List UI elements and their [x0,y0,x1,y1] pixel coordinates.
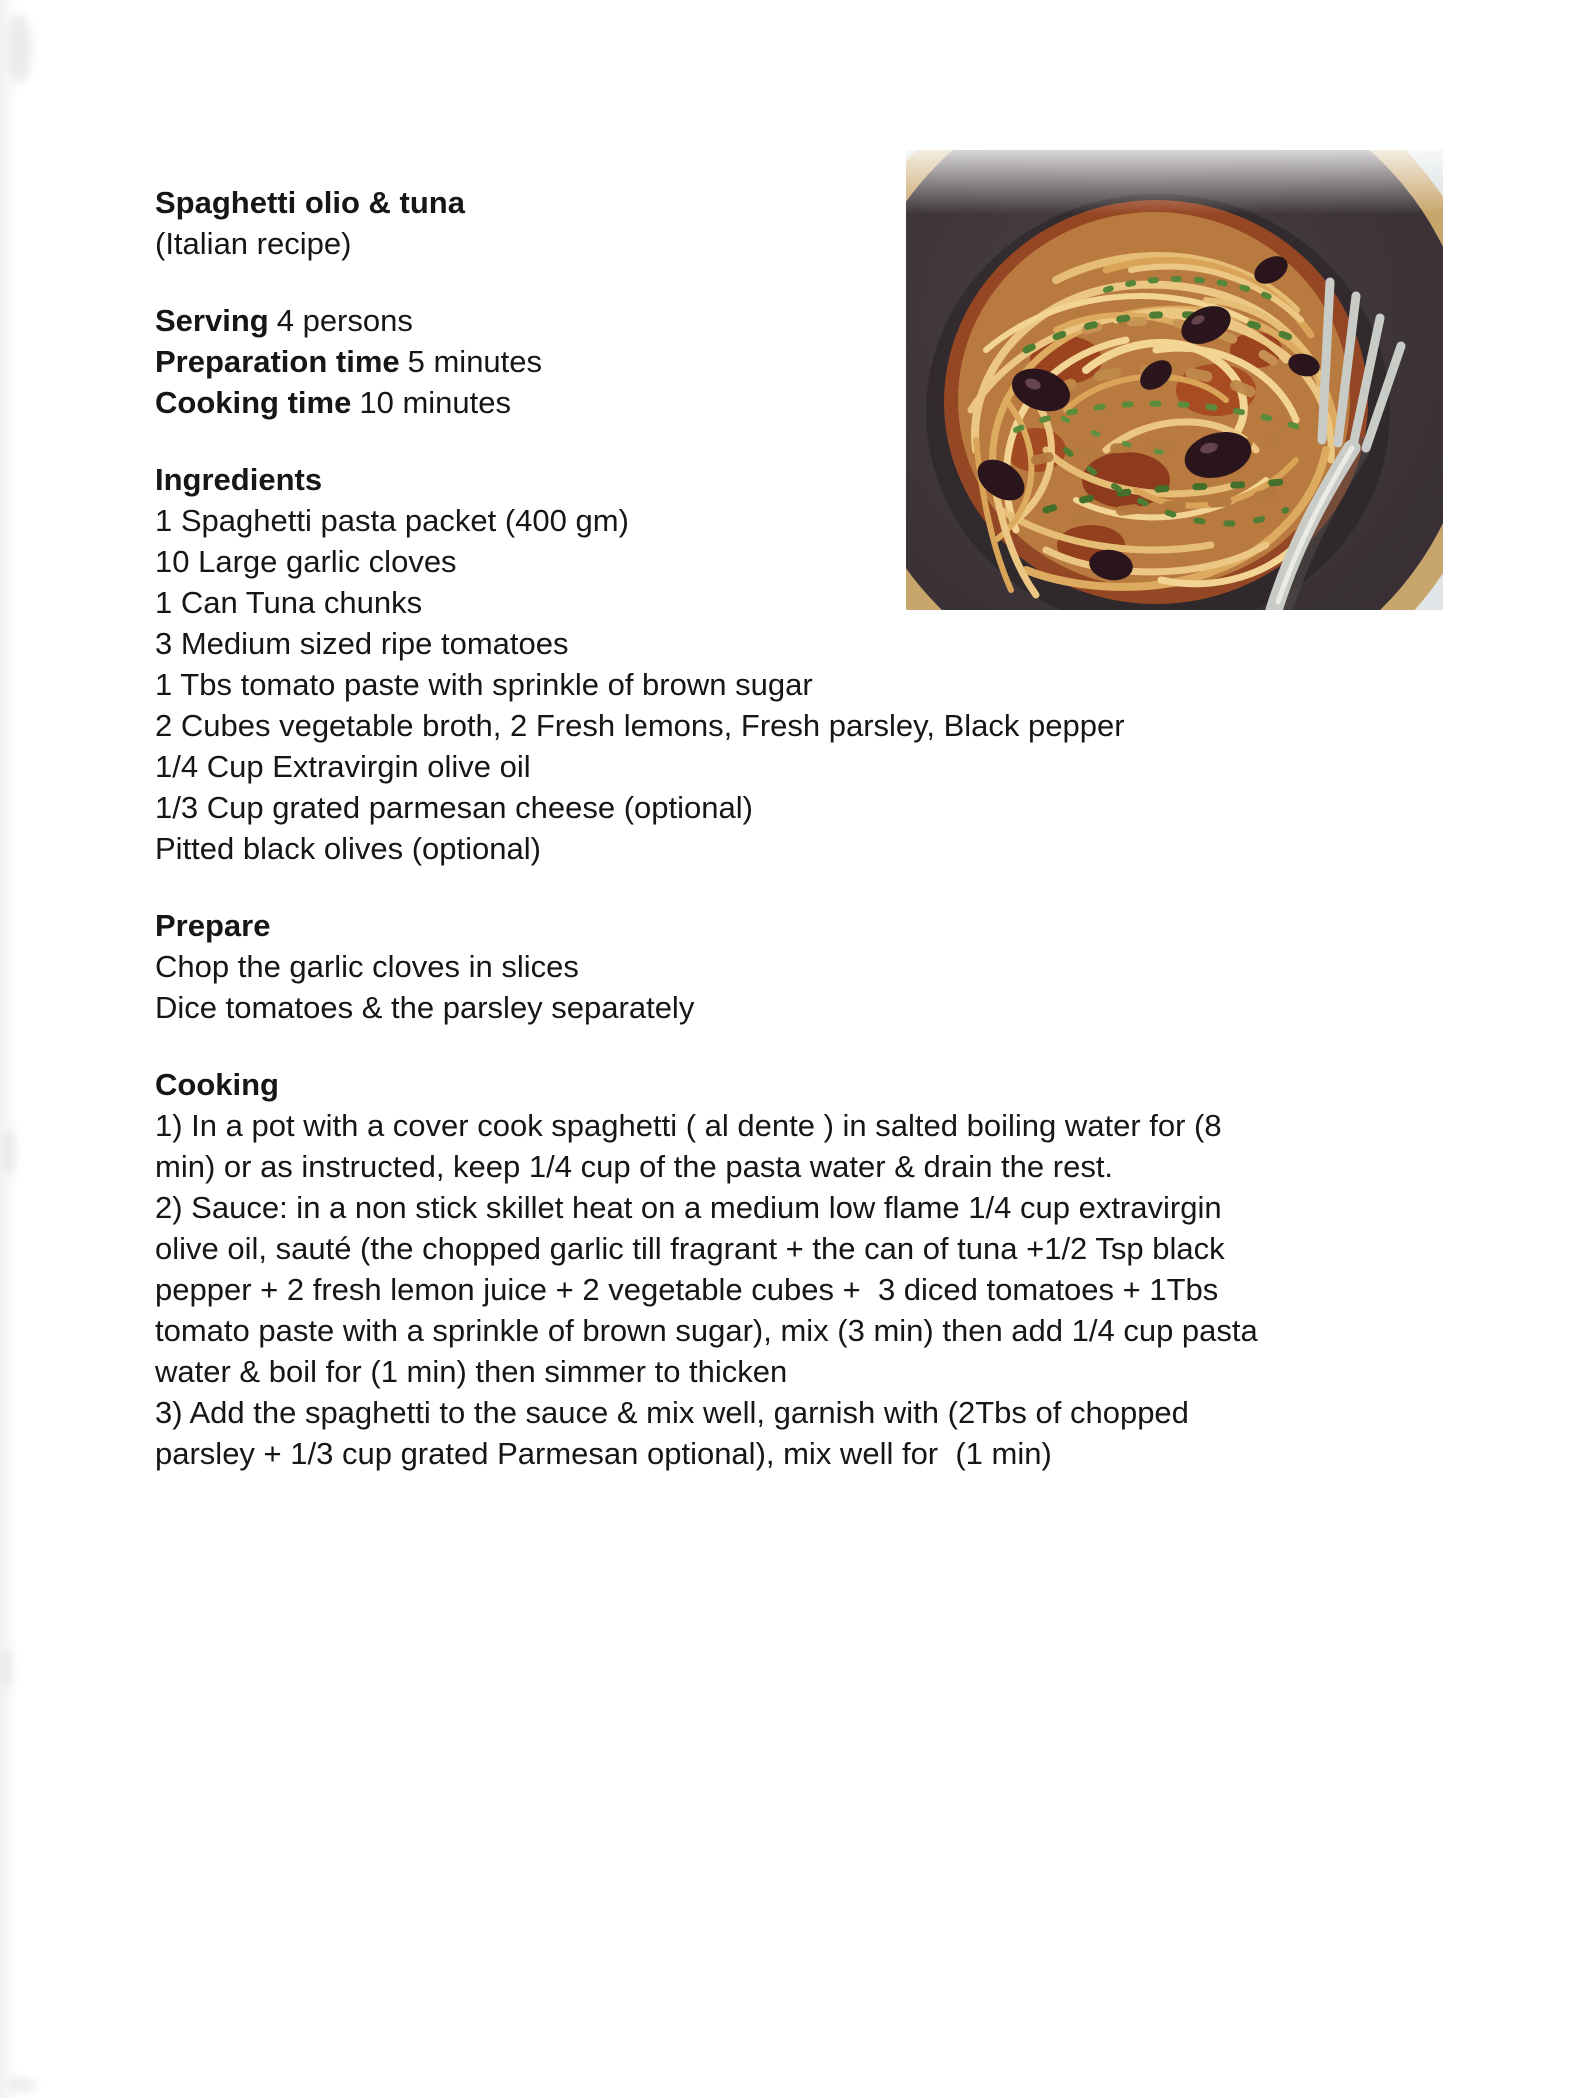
prepare-step: Chop the garlic cloves in slices [155,949,579,984]
ingredient-item: 1/4 Cup Extravirgin olive oil [155,749,531,784]
cooking-step-line: 2) Sauce: in a non stick skillet heat on a medium low flame 1/4 cup extravirgin [155,1190,1222,1225]
page-subtitle: (Italian recipe) [155,226,352,261]
ingredient-item: 1 Can Tuna chunks [155,585,423,620]
ingredient-item: 3 Medium sized ripe tomatoes [155,626,569,661]
ingredients-heading: Ingredients [155,462,323,497]
ingredient-item: 1 Spaghetti pasta packet (400 gm) [155,503,629,538]
meta-value: 5 minutes [407,344,543,379]
cooking-step-line: min) or as instructed, keep 1/4 cup of the pasta water & drain the rest. [155,1149,1114,1184]
photo-top-vignette [906,150,1443,214]
meta-label: Cooking time [155,385,352,420]
cooking-step-line: 3) Add the spaghetti to the sauce & mix well, garnish with (2Tbs of chopped [155,1395,1189,1430]
cooking-heading: Cooking [155,1067,279,1102]
scan-artifact-smudge [0,1648,12,1690]
prepare-heading: Prepare [155,908,271,943]
cooking-section [155,1064,1425,1474]
prepare-section [155,905,1425,1028]
cooking-step-line: pepper + 2 fresh lemon juice + 2 vegetable cubes + 3 diced tomatoes + 1Tbs [155,1272,1219,1307]
ingredient-item: 2 Cubes vegetable broth, 2 Fresh lemons, Fresh parsley, Black pepper [155,708,1125,743]
prepare-step: Dice tomatoes & the parsley separately [155,990,695,1025]
meta-label: Preparation time [155,344,400,379]
scan-artifact-smudge [6,14,32,84]
scan-artifact-left-edge [0,0,18,2098]
meta-value: 4 persons [276,303,413,338]
cooking-step-line: parsley + 1/3 cup grated Parmesan optional), mix well for (1 min) [155,1436,1052,1471]
cooking-step-line: tomato paste with a sprinkle of brown sugar), mix (3 min) then add 1/4 cup pasta [155,1313,1258,1348]
ingredient-item: 10 Large garlic cloves [155,544,457,579]
scan-artifact-smudge [2,1128,16,1176]
cooking-step-line: 1) In a pot with a cover cook spaghetti ( al dente ) in salted boiling water for (8 [155,1108,1222,1143]
meta-value: 10 minutes [359,385,511,420]
meta-label: Serving [155,303,269,338]
ingredient-item: 1/3 Cup grated parmesan cheese (optional) [155,790,753,825]
cooking-step-line: water & boil for (1 min) then simmer to thicken [155,1354,788,1389]
recipe-photo [906,150,1443,610]
ingredient-item: Pitted black olives (optional) [155,831,541,866]
cooking-step-line: olive oil, sauté (the chopped garlic till fragrant + the can of tuna +1/2 Tsp black [155,1231,1225,1266]
scan-artifact-smudge [6,2078,36,2092]
page-title: Spaghetti olio & tuna [155,185,465,220]
ingredient-item: 1 Tbs tomato paste with sprinkle of brown sugar [155,667,813,702]
